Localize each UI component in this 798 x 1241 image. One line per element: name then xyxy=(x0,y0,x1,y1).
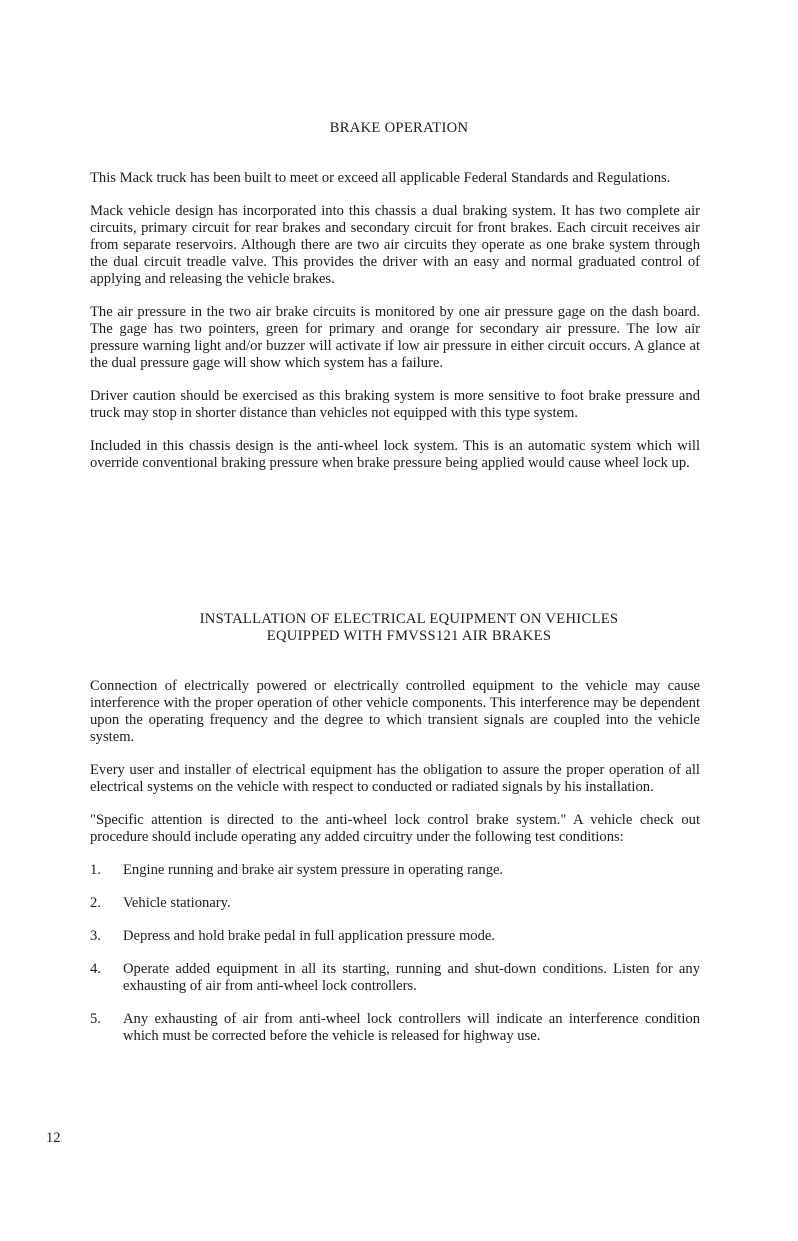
paragraph: This Mack truck has been built to meet or exceed all applicable Federal Standards and Regulations. xyxy=(90,170,671,186)
section-heading-line1: INSTALLATION OF ELECTRICAL EQUIPMENT ON VEHICLES xyxy=(199,611,619,627)
list-item-number: 4. xyxy=(90,961,101,977)
list-item-text: Any exhausting of air from anti-wheel lock controllers will indicate an interference condition which must be corrected before the vehicle is released for highway use. xyxy=(123,1011,700,1044)
list-item xyxy=(90,895,700,912)
list-item xyxy=(90,1011,700,1045)
list-item-number: 3. xyxy=(90,928,101,944)
paragraph: Connection of electrically powered or electrically controlled equipment to the vehicle may cause interference with the proper operation of other vehicle components. This interference may be dependent upon the operating frequency and the degree to which transient signals are coupled into the vehicle system. xyxy=(90,678,700,745)
list-item xyxy=(90,961,700,995)
list-item-number: 5. xyxy=(90,1011,101,1027)
section-heading xyxy=(0,611,798,645)
paragraph: Mack vehicle design has incorporated into this chassis a dual braking system. It has two complete air circuits, primary circuit for rear brakes and secondary circuit for front brakes. Each circuit receives air from separate reservoirs. Although there are two air circuits they operate as one brake system through the dual circuit treadle valve. This provides the driver with an easy and normal graduated control of applying and releasing the vehicle brakes. xyxy=(90,203,700,287)
list-item-number: 2. xyxy=(90,895,101,911)
paragraph: Included in this chassis design is the anti-wheel lock system. This is an automatic system which will override conventional braking pressure when brake pressure being applied would cause wheel lock up. xyxy=(90,438,700,471)
paragraph: "Specific attention is directed to the anti-wheel lock control brake system." A vehicle check out procedure should include operating any added circuitry under the following test conditions: xyxy=(90,812,700,845)
paragraph: Every user and installer of electrical equipment has the obligation to assure the proper operation of all electrical systems on the vehicle with respect to conducted or radiated signals by his installation. xyxy=(90,762,700,795)
paragraph: Driver caution should be exercised as this braking system is more sensitive to foot brake pressure and truck may stop in shorter distance than vehicles not equipped with this type system. xyxy=(90,388,700,421)
list-item-text: Operate added equipment in all its starting, running and shut-down conditions. Listen for any exhausting of air from anti-wheel lock controllers. xyxy=(123,961,700,994)
page-title: BRAKE OPERATION xyxy=(329,120,469,136)
list-item xyxy=(90,862,700,879)
list-item-text: Vehicle stationary. xyxy=(123,895,231,911)
electrical-equipment-section xyxy=(90,678,700,1061)
list-item-text: Engine running and brake air system pressure in operating range. xyxy=(123,862,504,878)
test-conditions-list xyxy=(90,862,700,1045)
page-number: 12 xyxy=(46,1130,61,1146)
brake-operation-section xyxy=(90,170,700,488)
section-heading-line2: EQUIPPED WITH FMVSS121 AIR BRAKES xyxy=(266,628,552,644)
list-item xyxy=(90,928,700,945)
list-item-number: 1. xyxy=(90,862,101,878)
paragraph: The air pressure in the two air brake circuits is monitored by one air pressure gage on the dash board. The gage has two pointers, green for primary and orange for secondary air pressure. The low air pressure warning light and/or buzzer will activate if low air pressure in either circuit occurs. A glance at the dual pressure gage will show which system has a failure. xyxy=(90,304,700,371)
list-item-text: Depress and hold brake pedal in full application pressure mode. xyxy=(123,928,496,944)
